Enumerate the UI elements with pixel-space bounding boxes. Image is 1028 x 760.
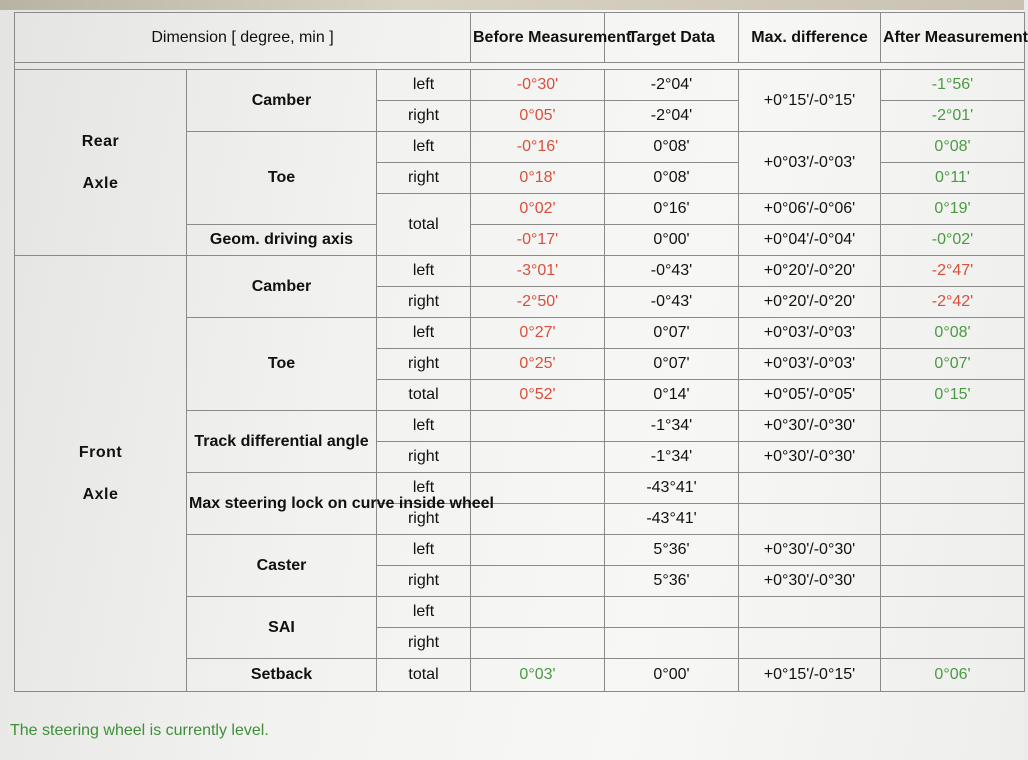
- before-value: 0°25': [471, 349, 605, 380]
- maxdiff-value: +0°30'/-0°30': [739, 442, 881, 473]
- axle-rear: [15, 70, 187, 256]
- target-value: -1°34': [605, 411, 739, 442]
- before-value: 0°27': [471, 318, 605, 349]
- side-label: right: [377, 442, 471, 473]
- before-value: -0°16': [471, 132, 605, 163]
- maxdiff-value: +0°20'/-0°20': [739, 287, 881, 318]
- table-row: [15, 256, 1025, 287]
- maxdiff-value: +0°03'/-0°03': [739, 318, 881, 349]
- maxdiff-value: [739, 628, 881, 659]
- side-label: left: [377, 256, 471, 287]
- side-label: left: [377, 597, 471, 628]
- maxdiff-value: [739, 597, 881, 628]
- before-value: [471, 597, 605, 628]
- side-label: right: [377, 163, 471, 194]
- component-track-diff: Track differential angle: [187, 411, 377, 473]
- before-value: 0°18': [471, 163, 605, 194]
- after-value: 0°19': [881, 194, 1025, 225]
- maxdiff-value: +0°15'/-0°15': [739, 659, 881, 692]
- target-value: 0°00': [605, 225, 739, 256]
- maxdiff-value: +0°06'/-0°06': [739, 194, 881, 225]
- before-value: 0°02': [471, 194, 605, 225]
- after-value: 0°08': [881, 132, 1025, 163]
- after-value: -1°56': [881, 70, 1025, 101]
- after-value: 0°07': [881, 349, 1025, 380]
- target-value: 0°08': [605, 163, 739, 194]
- side-label: left: [377, 535, 471, 566]
- before-value: [471, 628, 605, 659]
- header-maxdiff: Max. difference: [739, 13, 881, 63]
- maxdiff-value: +0°15'/-0°15': [739, 70, 881, 132]
- side-label: left: [377, 473, 471, 504]
- table-row: [15, 70, 1025, 101]
- target-value: -43°41': [605, 504, 739, 535]
- target-value: -0°43': [605, 256, 739, 287]
- maxdiff-value: +0°04'/-0°04': [739, 225, 881, 256]
- maxdiff-value: +0°30'/-0°30': [739, 566, 881, 597]
- before-value: [471, 442, 605, 473]
- target-value: -43°41': [605, 473, 739, 504]
- target-value: [605, 628, 739, 659]
- after-value: 0°15': [881, 380, 1025, 411]
- axle-rear-line1: Rear: [81, 132, 120, 150]
- before-value: -0°30': [471, 70, 605, 101]
- target-value: 0°16': [605, 194, 739, 225]
- component-max-steer: Max steering lock on curve inside wheel: [187, 473, 377, 535]
- side-label: total: [377, 194, 471, 256]
- alignment-table: [14, 12, 1028, 692]
- maxdiff-value: [739, 504, 881, 535]
- target-value: 0°08': [605, 132, 739, 163]
- header-target: Target Data: [605, 13, 739, 63]
- spacer-row: [15, 63, 1025, 70]
- side-label: right: [377, 101, 471, 132]
- side-label: right: [377, 628, 471, 659]
- axle-front: [15, 256, 187, 692]
- after-value: [881, 597, 1025, 628]
- maxdiff-value: +0°20'/-0°20': [739, 256, 881, 287]
- target-value: 0°14': [605, 380, 739, 411]
- component-sai: SAI: [187, 597, 377, 659]
- component-front-camber: Camber: [187, 256, 377, 318]
- after-value: [881, 411, 1025, 442]
- component-rear-toe: Toe: [187, 132, 377, 225]
- axle-front-line2: Axle: [82, 485, 119, 503]
- after-value: [881, 535, 1025, 566]
- target-value: 0°07': [605, 318, 739, 349]
- after-value: -2°47': [881, 256, 1025, 287]
- target-value: 0°07': [605, 349, 739, 380]
- after-value: -2°42': [881, 287, 1025, 318]
- target-value: -2°04': [605, 101, 739, 132]
- side-label: left: [377, 132, 471, 163]
- after-value: -2°01': [881, 101, 1025, 132]
- after-value: [881, 473, 1025, 504]
- after-value: 0°06': [881, 659, 1025, 692]
- header-after: After Measurement: [881, 13, 1025, 63]
- before-value: 0°52': [471, 380, 605, 411]
- component-geom-axis: Geom. driving axis: [187, 225, 377, 256]
- after-value: -0°02': [881, 225, 1025, 256]
- side-label: left: [377, 411, 471, 442]
- side-label: total: [377, 380, 471, 411]
- after-value: [881, 566, 1025, 597]
- before-value: [471, 411, 605, 442]
- header-row: [15, 13, 1025, 63]
- target-value: 5°36': [605, 535, 739, 566]
- target-value: 5°36': [605, 566, 739, 597]
- maxdiff-value: [739, 473, 881, 504]
- side-label: left: [377, 70, 471, 101]
- axle-front-line1: Front: [78, 443, 123, 461]
- steering-note: The steering wheel is currently level.: [10, 722, 269, 739]
- header-dimension: Dimension [ degree, min ]: [15, 13, 471, 63]
- before-value: -2°50': [471, 287, 605, 318]
- maxdiff-value: +0°30'/-0°30': [739, 535, 881, 566]
- maxdiff-value: +0°05'/-0°05': [739, 380, 881, 411]
- maxdiff-value: +0°30'/-0°30': [739, 411, 881, 442]
- target-value: -1°34': [605, 442, 739, 473]
- after-value: 0°08': [881, 318, 1025, 349]
- before-value: [471, 535, 605, 566]
- side-label: left: [377, 318, 471, 349]
- side-label: right: [377, 349, 471, 380]
- before-value: 0°05': [471, 101, 605, 132]
- before-value: -0°17': [471, 225, 605, 256]
- target-value: 0°00': [605, 659, 739, 692]
- side-label: right: [377, 287, 471, 318]
- axle-rear-line2: Axle: [82, 174, 119, 192]
- after-value: 0°11': [881, 163, 1025, 194]
- target-value: -0°43': [605, 287, 739, 318]
- after-value: [881, 442, 1025, 473]
- after-value: [881, 504, 1025, 535]
- before-value: [471, 566, 605, 597]
- component-caster: Caster: [187, 535, 377, 597]
- component-rear-camber: Camber: [187, 70, 377, 132]
- background-strip: [0, 0, 1024, 10]
- side-label: right: [377, 566, 471, 597]
- component-front-toe: Toe: [187, 318, 377, 411]
- maxdiff-value: +0°03'/-0°03': [739, 132, 881, 194]
- before-value: 0°03': [471, 659, 605, 692]
- after-value: [881, 628, 1025, 659]
- maxdiff-value: +0°03'/-0°03': [739, 349, 881, 380]
- side-label: total: [377, 659, 471, 692]
- side-label: right: [377, 504, 471, 535]
- target-value: -2°04': [605, 70, 739, 101]
- before-value: -3°01': [471, 256, 605, 287]
- header-before: Before Measurement: [471, 13, 605, 63]
- target-value: [605, 597, 739, 628]
- component-setback: Setback: [187, 659, 377, 692]
